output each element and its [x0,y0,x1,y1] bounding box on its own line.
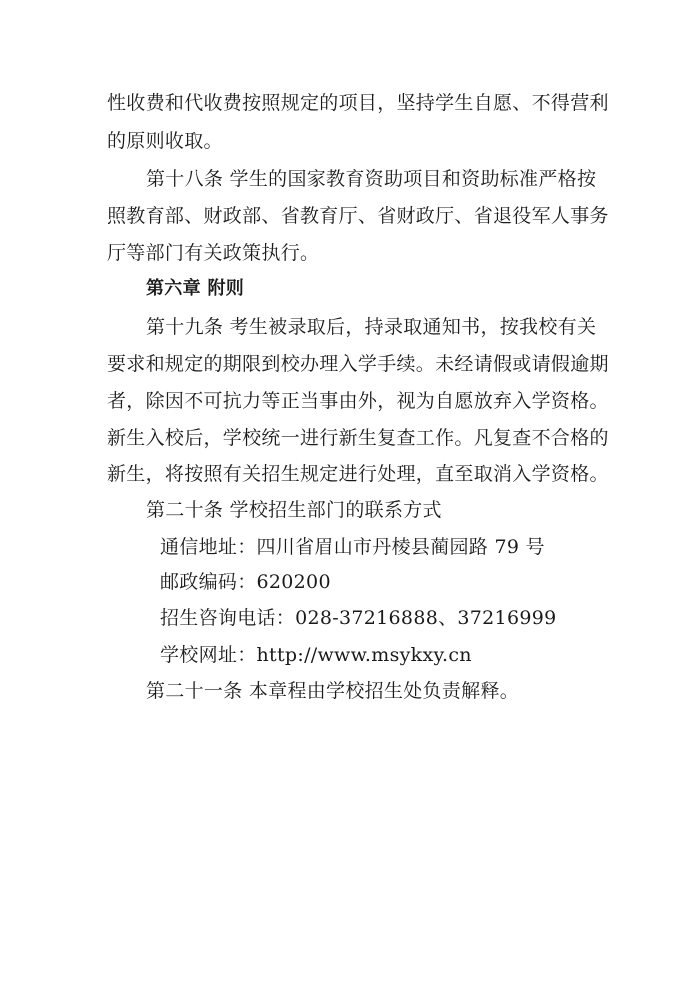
article-19-line-2: 要求和规定的期限到校办理入学手续。未经请假或请假逾期 [107,353,609,375]
article-19-line-1: 第十九条 考生被录取后，持录取通知书，按我校有关 [146,316,597,338]
contact-website: 学校网址：http://www.msykxy.cn [160,644,472,666]
article-18-line-3: 厅等部门有关政策执行。 [107,242,320,264]
contact-address: 通信地址：四川省眉山市丹棱县蔺园路 79 号 [160,536,545,558]
article-21-line: 第二十一条 本章程由学校招生处负责解释。 [146,680,520,702]
article-19-line-3: 者，除因不可抗力等正当事由外，视为自愿放弃入学资格。 [107,390,609,412]
paragraph-line-1: 性收费和代收费按照规定的项目，坚持学生自愿、不得营利 [107,92,609,114]
contact-postcode: 邮政编码：620200 [160,571,331,593]
article-19-line-4: 新生入校后，学校统一进行新生复查工作。凡复查不合格的 [107,427,609,449]
chapter-6-heading: 第六章 附则 [146,278,245,299]
paragraph-line-2: 的原则收取。 [107,130,223,152]
article-18-line-2: 照教育部、财政部、省教育厅、省财政厅、省退役军人事务 [107,205,609,227]
article-18-line-1: 第十八条 学生的国家教育资助项目和资助标准严格按 [146,168,597,190]
article-19-line-5: 新生，将按照有关招生规定进行处理，直至取消入学资格。 [107,463,609,485]
article-20-heading: 第二十条 学校招生部门的联系方式 [146,499,442,521]
contact-phone: 招生咨询电话：028-37216888、37216999 [160,607,557,629]
